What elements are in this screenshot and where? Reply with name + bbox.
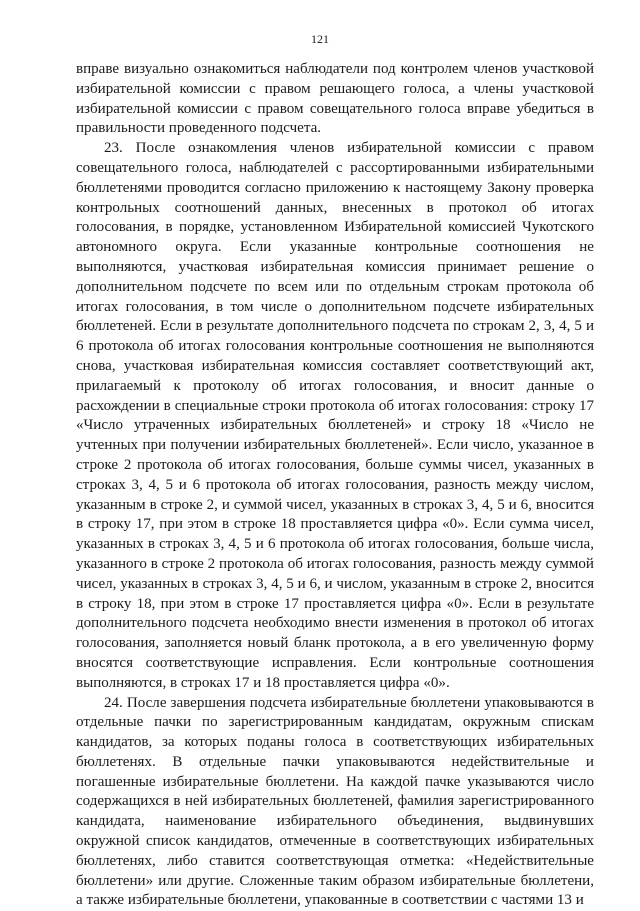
paragraph-continuation: вправе визуально ознакомиться наблюдатели под контролем членов участковой избирательной комиссии с правом решающего голоса, а члены участковой избирательной комиссии с правом совещательного голоса вправе убедиться в правильности проведенного подсчета. — [76, 60, 594, 139]
page-number: 121 — [0, 32, 640, 46]
document-body — [76, 60, 594, 911]
paragraph-item-23: 23. После ознакомления членов избирательной комиссии с правом совещательного голоса, наблюдателей с рассортированными избирательными бюллетенями проводится согласно приложению к настоящему Закону проверка контрольных соотношений данных, внесенных в протокол об итогах голосования, в порядке, установленном Избирательной комиссией Чукотского автономного округа. Если указанные контрольные соотношения не выполняются, участковая избирательная комиссия принимает решение о дополнительном подсчете по всем или по отдельным строкам протокола об итогах голосования, в том числе о дополнительном подсчете избирательных бюллетеней. Если в результате дополнительного подсчета по строкам 2, 3, 4, 5 и 6 протокола об итогах голосования контрольные соотношения не выполняются снова, участковая избирательная комиссия составляет соответствующий акт, прилагаемый к протоколу об итогах голосования, и вносит данные о расхождении в специальные строки протокола об итогах голосования: строку 17 «Число утраченных избирательных бюллетеней» и строку 18 «Число не учтенных при получении избирательных бюллетеней». Если число, указанное в строке 2 протокола об итогах голосования, больше суммы чисел, указанных в строках 3, 4, 5 и 6 протокола об итогах голосования, разность между числом, указанным в строке 2, и суммой чисел, указанных в строках 3, 4, 5 и 6, вносится в строку 17, при этом в строке 18 проставляется цифра «0». Если сумма чисел, указанных в строках 3, 4, 5 и 6 протокола об итогах голосования, больше числа, указанного в строке 2 протокола об итогах голосования, разность между суммой чисел, указанных в строках 3, 4, 5 и 6, и числом, указанным в строке 2, вносится в строку 18, при этом в строке 17 проставляется цифра «0». Если в результате дополнительного подсчета необходимо внести изменения в протокол об итогах голосования, заполняется новый бланк протокола, а в его увеличенную форму вносятся соответствующие исправления. Если контрольные соотношения выполняются, в строках 17 и 18 проставляется цифра «0». — [76, 139, 594, 693]
paragraph-item-24: 24. После завершения подсчета избирательные бюллетени упаковываются в отдельные пачки по зарегистрированным кандидатам, окружным спискам кандидатов, за которых поданы голоса в соответствующих избирательных бюллетенях. В отдельные пачки упаковываются недействительные и погашенные избирательные бюллетени. На каждой пачке указываются число содержащихся в ней избирательных бюллетеней, фамилия зарегистрированного кандидата, наименование избирательного объединения, выдвинувших окружной список кандидатов, отмеченные в соответствующих избирательных бюллетенях, либо ставится соответствующая отметка: «Недействительные бюллетени» или другие. Сложенные таким образом избирательные бюллетени, а также избирательные бюллетени, упакованные в соответствии с частями 13 и — [76, 694, 594, 911]
